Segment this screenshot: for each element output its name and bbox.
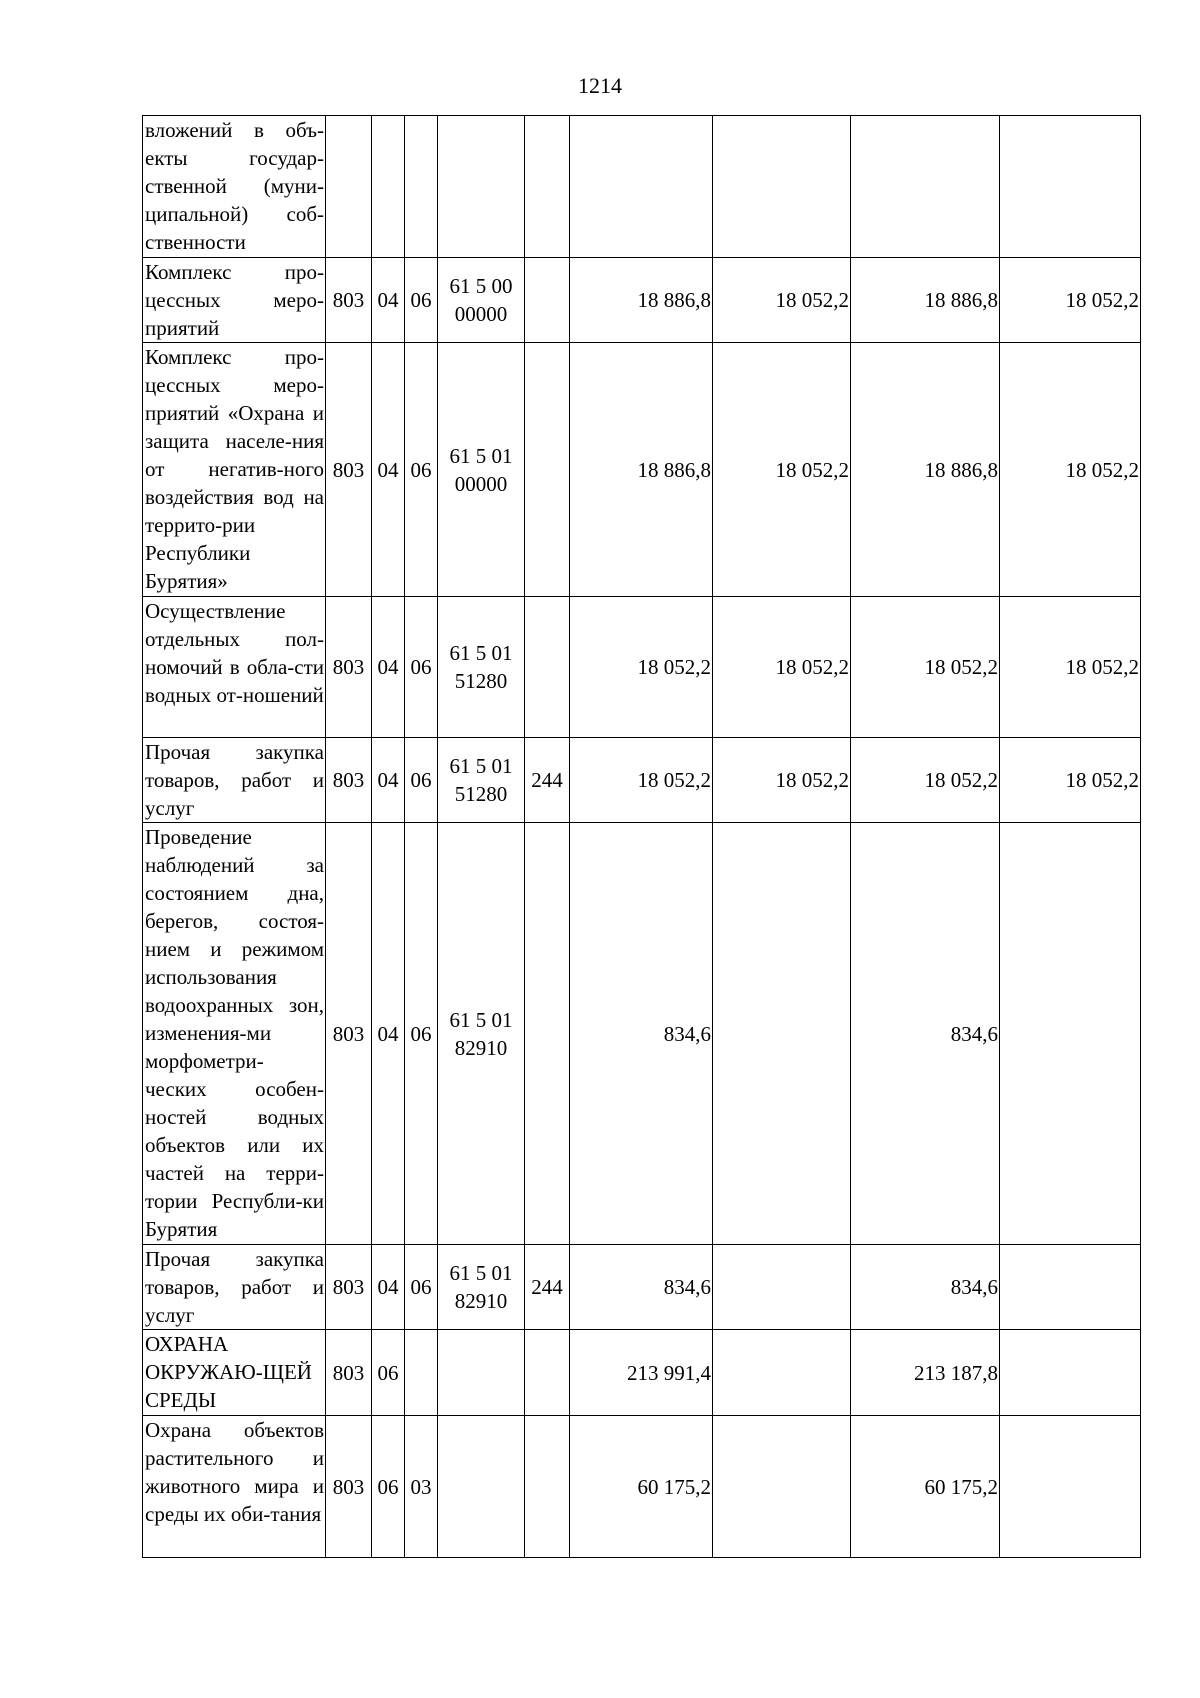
row-name: Охрана объектов растительного и животного мира и среды их оби-тания <box>143 1416 326 1558</box>
csr-code-part-1: 61 5 01 <box>449 754 513 778</box>
rz-code: 06 <box>372 1330 405 1416</box>
table-row <box>143 116 1141 258</box>
csr-code-part-1: 61 5 01 <box>449 641 513 665</box>
amount-3: 18 886,8 <box>851 343 1000 597</box>
csr-code-part-2: 51280 <box>454 782 508 806</box>
rz-code: 04 <box>372 1245 405 1330</box>
pr-code: 06 <box>405 258 438 343</box>
amount-1: 60 175,2 <box>570 1416 713 1558</box>
ved-code <box>326 116 372 258</box>
amount-4: 18 052,2 <box>1000 597 1141 738</box>
row-name: вложений в объ-екты государ-ственной (муни-ципальной) соб-ственности <box>143 116 326 258</box>
table-row <box>143 1330 1141 1416</box>
ved-code: 803 <box>326 343 372 597</box>
table-row <box>143 738 1141 823</box>
amount-3: 18 052,2 <box>851 597 1000 738</box>
pr-code: 03 <box>405 1416 438 1558</box>
csr-code-part-2: 00000 <box>454 302 508 326</box>
amount-1: 834,6 <box>570 1245 713 1330</box>
ved-code: 803 <box>326 1245 372 1330</box>
amount-4: 18 052,2 <box>1000 738 1141 823</box>
amount-2 <box>713 1330 851 1416</box>
csr-code-part-2: 82910 <box>454 1289 508 1313</box>
amount-2 <box>713 116 851 258</box>
amount-4 <box>1000 1416 1141 1558</box>
vr-code: 244 <box>525 738 570 823</box>
csr-code <box>438 597 525 738</box>
amount-4 <box>1000 1245 1141 1330</box>
amount-3: 60 175,2 <box>851 1416 1000 1558</box>
amount-3: 834,6 <box>851 823 1000 1245</box>
amount-4: 18 052,2 <box>1000 343 1141 597</box>
csr-code <box>438 1416 525 1558</box>
amount-3: 834,6 <box>851 1245 1000 1330</box>
csr-code <box>438 116 525 258</box>
vr-code <box>525 116 570 258</box>
csr-code <box>438 1330 525 1416</box>
amount-3: 18 052,2 <box>851 738 1000 823</box>
row-name: Проведение наблюдений за состоянием дна, берегов, состоя-нием и режимом использования водоохранных зон, изменения-ми морфометри-ческих особен-ностей водных объектов или их частей на терри-тории Республи-ки Бурятия <box>143 823 326 1245</box>
rz-code: 04 <box>372 823 405 1245</box>
rz-code: 04 <box>372 738 405 823</box>
amount-1: 18 052,2 <box>570 597 713 738</box>
row-name: Прочая закупка товаров, работ и услуг <box>143 1245 326 1330</box>
csr-code-part-1: 61 5 01 <box>449 443 513 468</box>
amount-4 <box>1000 823 1141 1245</box>
csr-code <box>438 823 525 1245</box>
csr-code-part-2: 51280 <box>454 669 508 693</box>
amount-4 <box>1000 116 1141 258</box>
vr-code <box>525 1330 570 1416</box>
budget-table <box>142 115 1141 1558</box>
amount-2 <box>713 1245 851 1330</box>
vr-code <box>525 823 570 1245</box>
amount-1 <box>570 116 713 258</box>
csr-code <box>438 738 525 823</box>
table-row <box>143 1245 1141 1330</box>
table-row <box>143 597 1141 738</box>
amount-3 <box>851 116 1000 258</box>
amount-3: 213 187,8 <box>851 1330 1000 1416</box>
pr-code: 06 <box>405 343 438 597</box>
ved-code: 803 <box>326 1416 372 1558</box>
table-body <box>143 116 1141 1558</box>
table-row <box>143 258 1141 343</box>
amount-4: 18 052,2 <box>1000 258 1141 343</box>
amount-2: 18 052,2 <box>713 258 851 343</box>
ved-code: 803 <box>326 1330 372 1416</box>
amount-1: 18 052,2 <box>570 738 713 823</box>
vr-code <box>525 258 570 343</box>
csr-code-part-1: 61 5 00 <box>449 274 513 298</box>
csr-code-part-1: 61 5 01 <box>449 1007 513 1032</box>
csr-code-part-1: 61 5 01 <box>449 1261 513 1285</box>
pr-code: 06 <box>405 1245 438 1330</box>
csr-code <box>438 343 525 597</box>
amount-2: 18 052,2 <box>713 343 851 597</box>
csr-code <box>438 1245 525 1330</box>
row-name: Осуществление отдельных пол-номочий в обла-сти водных от-ношений <box>143 597 326 738</box>
amount-1: 213 991,4 <box>570 1330 713 1416</box>
ved-code: 803 <box>326 597 372 738</box>
amount-2 <box>713 1416 851 1558</box>
rz-code: 04 <box>372 597 405 738</box>
ved-code: 803 <box>326 823 372 1245</box>
vr-code <box>525 597 570 738</box>
rz-code: 06 <box>372 1416 405 1558</box>
row-name: Комплекс про-цессных меро-приятий <box>143 258 326 343</box>
rz-code: 04 <box>372 343 405 597</box>
ved-code: 803 <box>326 738 372 823</box>
amount-4 <box>1000 1330 1141 1416</box>
amount-1: 18 886,8 <box>570 343 713 597</box>
pr-code <box>405 1330 438 1416</box>
row-name: ОХРАНА ОКРУЖАЮ-ЩЕЙ СРЕДЫ <box>143 1330 326 1416</box>
amount-2 <box>713 823 851 1245</box>
csr-code-part-2: 00000 <box>454 471 508 496</box>
row-name: Прочая закупка товаров, работ и услуг <box>143 738 326 823</box>
page-number: 1214 <box>578 73 622 98</box>
vr-code <box>525 343 570 597</box>
amount-2: 18 052,2 <box>713 597 851 738</box>
pr-code: 06 <box>405 738 438 823</box>
amount-3: 18 886,8 <box>851 258 1000 343</box>
row-name: Комплекс про-цессных меро-приятий «Охрана и защита населе-ния от негатив-ного воздействия вод на террито-рии Республики Бурятия» <box>143 343 326 597</box>
table-row <box>143 823 1141 1245</box>
csr-code <box>438 258 525 343</box>
pr-code: 06 <box>405 597 438 738</box>
vr-code: 244 <box>525 1245 570 1330</box>
table-row <box>143 1416 1141 1558</box>
amount-1: 834,6 <box>570 823 713 1245</box>
rz-code: 04 <box>372 258 405 343</box>
pr-code: 06 <box>405 823 438 1245</box>
amount-2: 18 052,2 <box>713 738 851 823</box>
pr-code <box>405 116 438 258</box>
amount-1: 18 886,8 <box>570 258 713 343</box>
table-row <box>143 343 1141 597</box>
ved-code: 803 <box>326 258 372 343</box>
csr-code-part-2: 82910 <box>454 1035 508 1060</box>
vr-code <box>525 1416 570 1558</box>
rz-code <box>372 116 405 258</box>
